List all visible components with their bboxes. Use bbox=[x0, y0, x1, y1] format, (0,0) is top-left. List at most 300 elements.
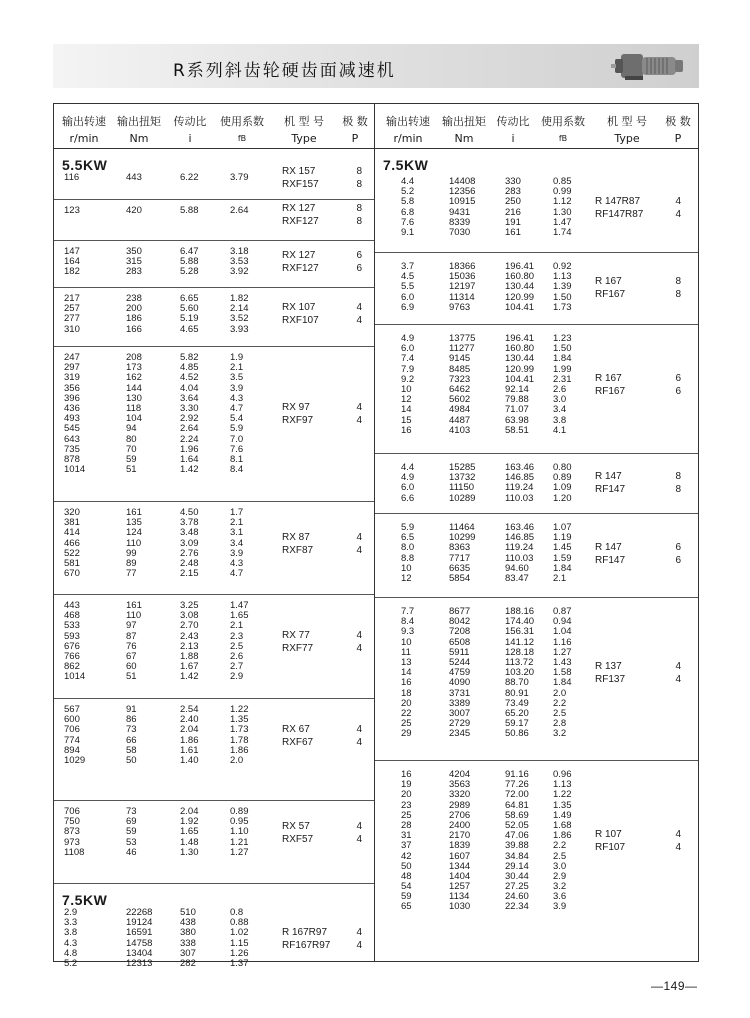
output-speed-cell: 706 bbox=[64, 806, 80, 817]
service-factor-cell: 2.8 bbox=[553, 718, 567, 730]
ratio-cell: 4.52 bbox=[180, 372, 199, 384]
table-row bbox=[375, 334, 698, 344]
output-torque-cell: 350 bbox=[126, 246, 142, 257]
model-type-label: RXF67 bbox=[282, 736, 314, 748]
table-row bbox=[375, 648, 698, 658]
output-speed-cell: 878 bbox=[64, 453, 80, 465]
spec-group bbox=[54, 288, 374, 347]
output-speed-cell: 6.5 bbox=[401, 532, 415, 544]
ratio-cell: 2.54 bbox=[180, 704, 199, 715]
model-type-label: RXF157 bbox=[282, 179, 319, 191]
model-type-label: RX 57 bbox=[282, 820, 310, 832]
ratio-cell: 2.04 bbox=[180, 806, 199, 817]
output-torque-cell: 15036 bbox=[449, 271, 476, 283]
pole-count-value: 4 bbox=[675, 674, 681, 686]
pole-count bbox=[669, 372, 681, 398]
output-torque-cell: 4204 bbox=[449, 769, 471, 780]
model-type-label: RXF127 bbox=[282, 216, 319, 227]
ratio-cell: 1.40 bbox=[180, 754, 199, 766]
table-row bbox=[54, 528, 374, 538]
ratio-cell: 3.48 bbox=[180, 527, 199, 539]
service-factor-cell: 2.1 bbox=[230, 620, 244, 632]
service-factor-cell: 4.7 bbox=[230, 402, 244, 414]
ratio-cell: 191 bbox=[505, 216, 521, 228]
service-factor-cell: 1.7 bbox=[230, 507, 244, 518]
ratio-cell: 6.47 bbox=[180, 246, 199, 257]
output-speed-cell: 873 bbox=[64, 826, 80, 838]
ratio-cell: 2.92 bbox=[180, 413, 199, 425]
table-row bbox=[54, 404, 374, 414]
data-rows bbox=[54, 353, 374, 475]
ratio-cell: 34.84 bbox=[505, 850, 529, 862]
header-ratio-unit: i bbox=[511, 132, 515, 145]
ratio-cell: 72.00 bbox=[505, 789, 529, 801]
data-rows bbox=[54, 206, 374, 216]
service-factor-cell: 1.04 bbox=[553, 626, 572, 638]
power-rating: 5.5KW bbox=[62, 157, 108, 173]
output-speed-cell: 12 bbox=[401, 394, 412, 406]
table-row bbox=[375, 689, 698, 699]
table-row bbox=[54, 559, 374, 569]
output-torque-cell: 73 bbox=[126, 724, 137, 736]
title-banner bbox=[53, 44, 699, 88]
model-type-label: RF167R97 bbox=[282, 939, 331, 951]
service-factor-cell: 4.1 bbox=[553, 424, 567, 436]
ratio-cell: 2.43 bbox=[180, 630, 199, 642]
table-row bbox=[375, 416, 698, 426]
ratio-cell: 58.69 bbox=[505, 809, 529, 821]
pole-count-value: 6 bbox=[675, 541, 681, 553]
output-speed-cell: 766 bbox=[64, 650, 80, 662]
service-factor-cell: 5.9 bbox=[230, 423, 244, 435]
table-row bbox=[375, 617, 698, 627]
output-speed-cell: 735 bbox=[64, 443, 80, 455]
pole-count-value: 8 bbox=[356, 216, 362, 227]
model-type-label: R 147 bbox=[595, 541, 622, 553]
service-factor-cell: 3.92 bbox=[230, 266, 249, 278]
ratio-cell: 196.41 bbox=[505, 333, 535, 344]
spec-group bbox=[54, 884, 374, 969]
header-torque-unit: Nm bbox=[129, 132, 149, 145]
ratio-cell: 160.80 bbox=[505, 271, 535, 283]
output-torque-cell: 208 bbox=[126, 352, 142, 363]
output-torque-cell: 10299 bbox=[449, 532, 476, 544]
pole-count bbox=[669, 828, 681, 854]
service-factor-cell: 1.07 bbox=[553, 522, 572, 533]
model-type-label: RX 67 bbox=[282, 723, 310, 735]
output-torque-cell: 11314 bbox=[449, 291, 475, 303]
output-speed-cell: 319 bbox=[64, 372, 80, 384]
ratio-cell: 2.70 bbox=[180, 620, 199, 632]
ratio-cell: 1.61 bbox=[180, 744, 199, 756]
ratio-cell: 4.50 bbox=[180, 507, 199, 518]
service-factor-cell: 1.65 bbox=[230, 610, 249, 622]
ratio-cell: 1.42 bbox=[180, 671, 199, 683]
output-torque-cell: 4759 bbox=[449, 667, 471, 679]
service-factor-cell: 0.85 bbox=[553, 176, 572, 187]
service-factor-cell: 0.87 bbox=[553, 606, 572, 617]
output-speed-cell: 414 bbox=[64, 527, 80, 539]
pole-count bbox=[669, 660, 681, 686]
service-factor-cell: 0.8 bbox=[230, 907, 244, 918]
ratio-cell: 380 bbox=[180, 927, 196, 939]
table-row bbox=[375, 729, 698, 739]
output-speed-cell: 2.9 bbox=[64, 907, 78, 918]
output-speed-cell: 493 bbox=[64, 413, 80, 425]
service-factor-cell: 0.94 bbox=[553, 616, 572, 628]
table-row bbox=[375, 678, 698, 688]
pole-count-value: 4 bbox=[356, 926, 362, 938]
output-speed-cell: 6.6 bbox=[401, 492, 415, 504]
header-ratio-label: 传动比 bbox=[173, 115, 207, 128]
output-speed-cell: 5.2 bbox=[401, 186, 415, 198]
ratio-cell: 283 bbox=[505, 186, 521, 198]
table-row bbox=[54, 465, 374, 475]
table-row bbox=[375, 208, 698, 218]
output-torque-cell: 10915 bbox=[449, 196, 476, 208]
output-torque-cell: 9763 bbox=[449, 301, 471, 313]
ratio-cell: 1.42 bbox=[180, 464, 199, 476]
table-row bbox=[375, 405, 698, 415]
service-factor-cell: 4.3 bbox=[230, 557, 244, 569]
output-speed-cell: 545 bbox=[64, 423, 80, 435]
output-speed-cell: 320 bbox=[64, 507, 80, 518]
service-factor-cell: 1.21 bbox=[230, 836, 249, 848]
pole-count bbox=[350, 401, 362, 427]
ratio-cell: 2.76 bbox=[180, 547, 199, 559]
service-factor-cell: 1.78 bbox=[230, 734, 249, 746]
output-speed-cell: 4.9 bbox=[401, 472, 415, 484]
pole-count-value: 8 bbox=[675, 484, 681, 496]
ratio-cell: 83.47 bbox=[505, 572, 529, 584]
table-row bbox=[54, 455, 374, 465]
service-factor-cell: 1.30 bbox=[553, 206, 572, 218]
output-torque-cell: 161 bbox=[126, 600, 142, 611]
ratio-cell: 50.86 bbox=[505, 728, 529, 740]
data-rows bbox=[54, 508, 374, 579]
table-row bbox=[375, 483, 698, 493]
header-poles bbox=[338, 114, 372, 146]
output-torque-cell: 3563 bbox=[449, 779, 471, 791]
output-speed-cell: 19 bbox=[401, 779, 412, 791]
output-speed-cell: 9.3 bbox=[401, 626, 415, 638]
output-torque-cell: 12313 bbox=[126, 957, 153, 969]
pole-count-value: 4 bbox=[675, 208, 681, 220]
ratio-cell: 6.22 bbox=[180, 172, 199, 183]
output-torque-cell: 7030 bbox=[449, 226, 471, 238]
output-speed-cell: 4.4 bbox=[401, 462, 415, 473]
ratio-cell: 73.49 bbox=[505, 697, 529, 709]
output-speed-cell: 4.5 bbox=[401, 271, 415, 283]
data-rows bbox=[54, 247, 374, 278]
left-column bbox=[54, 104, 374, 969]
output-torque-cell: 13404 bbox=[126, 947, 153, 959]
model-type-label: RXF107 bbox=[282, 315, 319, 327]
table-row bbox=[54, 267, 374, 277]
service-factor-cell: 2.9 bbox=[553, 870, 567, 882]
table-row bbox=[375, 272, 698, 282]
output-torque-cell: 130 bbox=[126, 392, 142, 404]
ratio-cell: 119.24 bbox=[505, 482, 534, 494]
spec-group bbox=[54, 801, 374, 884]
ratio-cell: 30.44 bbox=[505, 870, 529, 882]
header-type bbox=[274, 114, 334, 146]
ratio-cell: 174.40 bbox=[505, 616, 535, 628]
service-factor-cell: 2.6 bbox=[230, 650, 244, 662]
ratio-cell: 5.82 bbox=[180, 352, 199, 363]
service-factor-cell: 1.16 bbox=[553, 636, 572, 648]
output-speed-cell: 6.9 bbox=[401, 301, 415, 313]
service-factor-cell: 3.9 bbox=[553, 901, 567, 913]
output-speed-cell: 297 bbox=[64, 362, 80, 374]
output-speed-cell: 5.2 bbox=[64, 957, 78, 969]
ratio-cell: 188.16 bbox=[505, 606, 535, 617]
output-torque-cell: 70 bbox=[126, 443, 137, 455]
ratio-cell: 63.98 bbox=[505, 414, 529, 426]
output-torque-cell: 89 bbox=[126, 557, 137, 569]
header-service-factor bbox=[214, 114, 270, 146]
output-torque-cell: 60 bbox=[126, 661, 137, 673]
pole-count-value: 8 bbox=[356, 166, 362, 178]
output-speed-cell: 466 bbox=[64, 537, 80, 549]
model-type-label: RX 127 bbox=[282, 250, 316, 262]
table-row bbox=[54, 206, 374, 216]
spec-group bbox=[375, 149, 698, 253]
output-torque-cell: 86 bbox=[126, 714, 137, 726]
service-factor-cell: 2.9 bbox=[230, 671, 244, 683]
output-torque-cell: 99 bbox=[126, 547, 137, 559]
output-speed-cell: 6.8 bbox=[401, 206, 415, 218]
output-torque-cell: 16591 bbox=[126, 927, 153, 939]
table-row bbox=[375, 533, 698, 543]
header-service-factor-label: 使用系数 bbox=[220, 115, 264, 128]
ratio-cell: 71.07 bbox=[505, 404, 529, 416]
model-type-label: R 167 bbox=[595, 373, 622, 384]
output-speed-cell: 643 bbox=[64, 433, 80, 445]
table-row bbox=[375, 463, 698, 473]
ratio-cell: 22.34 bbox=[505, 901, 529, 913]
output-speed-cell: 164 bbox=[64, 256, 80, 268]
header-torque-label: 输出扭矩 bbox=[442, 115, 486, 128]
pole-count-value: 6 bbox=[356, 250, 362, 262]
output-speed-cell: 862 bbox=[64, 661, 80, 673]
output-torque-cell: 3007 bbox=[449, 707, 471, 719]
output-speed-cell: 1108 bbox=[64, 846, 85, 858]
service-factor-cell: 1.68 bbox=[553, 819, 572, 831]
pole-count bbox=[350, 301, 362, 327]
pole-count-value: 6 bbox=[675, 386, 681, 397]
output-torque-cell: 15285 bbox=[449, 462, 476, 473]
model-type-label: RF147 bbox=[595, 484, 626, 496]
output-torque-cell: 6462 bbox=[449, 383, 471, 395]
ratio-cell: 2.64 bbox=[180, 423, 199, 435]
output-speed-cell: 3.7 bbox=[401, 261, 415, 272]
service-factor-cell: 3.79 bbox=[230, 172, 249, 183]
service-factor-cell: 0.95 bbox=[230, 816, 249, 828]
output-speed-cell: 1029 bbox=[64, 754, 86, 766]
pole-count bbox=[669, 541, 681, 567]
table-row bbox=[54, 908, 374, 918]
service-factor-cell: 3.5 bbox=[230, 372, 244, 384]
output-speed-cell: 147 bbox=[64, 246, 80, 257]
model-type bbox=[595, 195, 643, 221]
ratio-cell: 91.16 bbox=[505, 769, 529, 780]
ratio-cell: 119.24 bbox=[505, 542, 534, 554]
service-factor-cell: 1.13 bbox=[553, 779, 572, 791]
output-torque-cell: 7323 bbox=[449, 373, 471, 385]
output-torque-cell: 91 bbox=[126, 704, 137, 715]
data-rows bbox=[375, 334, 698, 436]
header-type-unit: Type bbox=[614, 132, 640, 145]
model-type-label: RX 77 bbox=[282, 629, 310, 641]
output-speed-cell: 50 bbox=[401, 860, 412, 872]
model-type bbox=[282, 820, 313, 846]
pole-count-value: 4 bbox=[356, 939, 362, 951]
output-speed-cell: 581 bbox=[64, 557, 80, 569]
output-speed-cell: 1014 bbox=[64, 671, 86, 683]
output-speed-cell: 973 bbox=[64, 836, 80, 848]
ratio-cell: 113.72 bbox=[505, 656, 534, 668]
output-speed-cell: 37 bbox=[401, 840, 412, 852]
table-row bbox=[375, 852, 698, 862]
pole-count-value: 4 bbox=[356, 415, 362, 427]
output-speed-cell: 22 bbox=[401, 707, 412, 719]
table-row bbox=[375, 902, 698, 912]
output-torque-cell: 1607 bbox=[449, 850, 471, 862]
output-torque-cell: 283 bbox=[126, 266, 142, 278]
service-factor-cell: 1.82 bbox=[230, 293, 249, 304]
ratio-cell: 5.88 bbox=[180, 256, 199, 268]
table-row bbox=[54, 353, 374, 363]
table-row bbox=[375, 197, 698, 207]
header-poles bbox=[661, 114, 695, 146]
table-row bbox=[54, 959, 374, 969]
output-torque-cell: 11464 bbox=[449, 522, 475, 533]
output-speed-cell: 42 bbox=[401, 850, 412, 862]
table-row bbox=[375, 790, 698, 800]
service-factor-cell: 1.43 bbox=[553, 656, 572, 668]
pole-count-value: 6 bbox=[356, 263, 362, 275]
service-factor-cell: 1.23 bbox=[553, 333, 572, 344]
ratio-cell: 24.60 bbox=[505, 891, 529, 903]
service-factor-cell: 1.10 bbox=[230, 826, 249, 838]
data-rows bbox=[375, 523, 698, 584]
ratio-cell: 104.41 bbox=[505, 373, 535, 385]
pole-count-value: 4 bbox=[356, 629, 362, 641]
output-torque-cell: 118 bbox=[126, 402, 142, 414]
service-factor-cell: 3.4 bbox=[553, 404, 567, 416]
output-speed-cell: 310 bbox=[64, 323, 80, 335]
service-factor-cell: 1.49 bbox=[553, 809, 572, 821]
output-speed-cell: 28 bbox=[401, 819, 412, 831]
table-row bbox=[54, 314, 374, 324]
output-torque-cell: 13732 bbox=[449, 472, 476, 484]
model-type bbox=[282, 629, 313, 655]
model-type bbox=[595, 275, 625, 301]
service-factor-cell: 2.2 bbox=[553, 840, 567, 852]
spec-group bbox=[54, 502, 374, 595]
output-speed-cell: 4.8 bbox=[64, 947, 78, 959]
service-factor-cell: 2.3 bbox=[230, 630, 244, 642]
output-speed-cell: 59 bbox=[401, 891, 412, 903]
output-speed-cell: 3.8 bbox=[64, 927, 78, 939]
table-row bbox=[54, 518, 374, 528]
table-row bbox=[54, 539, 374, 549]
model-type-label: R 167R97 bbox=[282, 926, 328, 938]
output-torque-cell: 9145 bbox=[449, 353, 471, 365]
spec-group bbox=[54, 149, 374, 200]
header-speed-label: 输出转速 bbox=[62, 115, 106, 128]
output-speed-cell: 16 bbox=[401, 677, 412, 689]
pole-count-value: 4 bbox=[356, 820, 362, 832]
ratio-cell: 5.88 bbox=[180, 205, 199, 216]
model-type-label: RX 127 bbox=[282, 203, 316, 214]
table-row bbox=[54, 601, 374, 611]
ratio-cell: 4.85 bbox=[180, 362, 199, 374]
table-header bbox=[54, 104, 374, 149]
ratio-cell: 39.88 bbox=[505, 840, 529, 852]
ratio-cell: 2.04 bbox=[180, 724, 199, 736]
model-type-label: R 147 bbox=[595, 471, 622, 483]
service-factor-cell: 3.9 bbox=[230, 547, 244, 559]
output-speed-cell: 13 bbox=[401, 656, 412, 668]
output-torque-cell: 18366 bbox=[449, 261, 476, 272]
service-factor-cell: 2.0 bbox=[553, 687, 567, 699]
service-factor-cell: 1.73 bbox=[230, 724, 249, 736]
service-factor-cell: 3.93 bbox=[230, 323, 249, 335]
right-column bbox=[374, 104, 698, 961]
model-type bbox=[282, 531, 313, 557]
service-factor-cell: 2.6 bbox=[553, 383, 567, 395]
pole-count bbox=[350, 531, 362, 557]
pole-count bbox=[669, 275, 681, 301]
table-row bbox=[54, 549, 374, 559]
gear-motor-icon bbox=[611, 48, 695, 84]
service-factor-cell: 1.59 bbox=[553, 552, 572, 564]
output-torque-cell: 3389 bbox=[449, 697, 471, 709]
output-torque-cell: 2345 bbox=[449, 728, 471, 740]
ratio-cell: 128.18 bbox=[505, 646, 535, 658]
pole-count bbox=[350, 202, 362, 228]
output-torque-cell: 8339 bbox=[449, 216, 471, 228]
table-row bbox=[375, 473, 698, 483]
output-speed-cell: 54 bbox=[401, 881, 412, 893]
pole-count-value: 4 bbox=[356, 531, 362, 543]
ratio-cell: 80.91 bbox=[505, 687, 529, 699]
output-torque-cell: 19124 bbox=[126, 917, 153, 929]
output-speed-cell: 443 bbox=[64, 600, 80, 611]
page-number: —149— bbox=[651, 979, 698, 993]
output-speed-cell: 676 bbox=[64, 640, 80, 652]
spec-group bbox=[375, 761, 698, 963]
table-row bbox=[54, 807, 374, 817]
data-rows bbox=[54, 294, 374, 335]
service-factor-cell: 7.0 bbox=[230, 433, 244, 445]
service-factor-cell: 2.5 bbox=[553, 707, 567, 719]
ratio-cell: 2.48 bbox=[180, 557, 199, 569]
pole-count-value: 4 bbox=[675, 661, 681, 673]
pole-count-value: 4 bbox=[356, 833, 362, 845]
output-speed-cell: 706 bbox=[64, 724, 80, 736]
output-torque-cell: 5244 bbox=[449, 656, 471, 668]
output-speed-cell: 9.1 bbox=[401, 226, 415, 238]
output-torque-cell: 94 bbox=[126, 423, 137, 435]
output-torque-cell: 2729 bbox=[449, 718, 471, 730]
ratio-cell: 156.31 bbox=[505, 626, 535, 638]
ratio-cell: 307 bbox=[180, 947, 196, 959]
model-type bbox=[595, 660, 625, 686]
ratio-cell: 196.41 bbox=[505, 261, 535, 272]
